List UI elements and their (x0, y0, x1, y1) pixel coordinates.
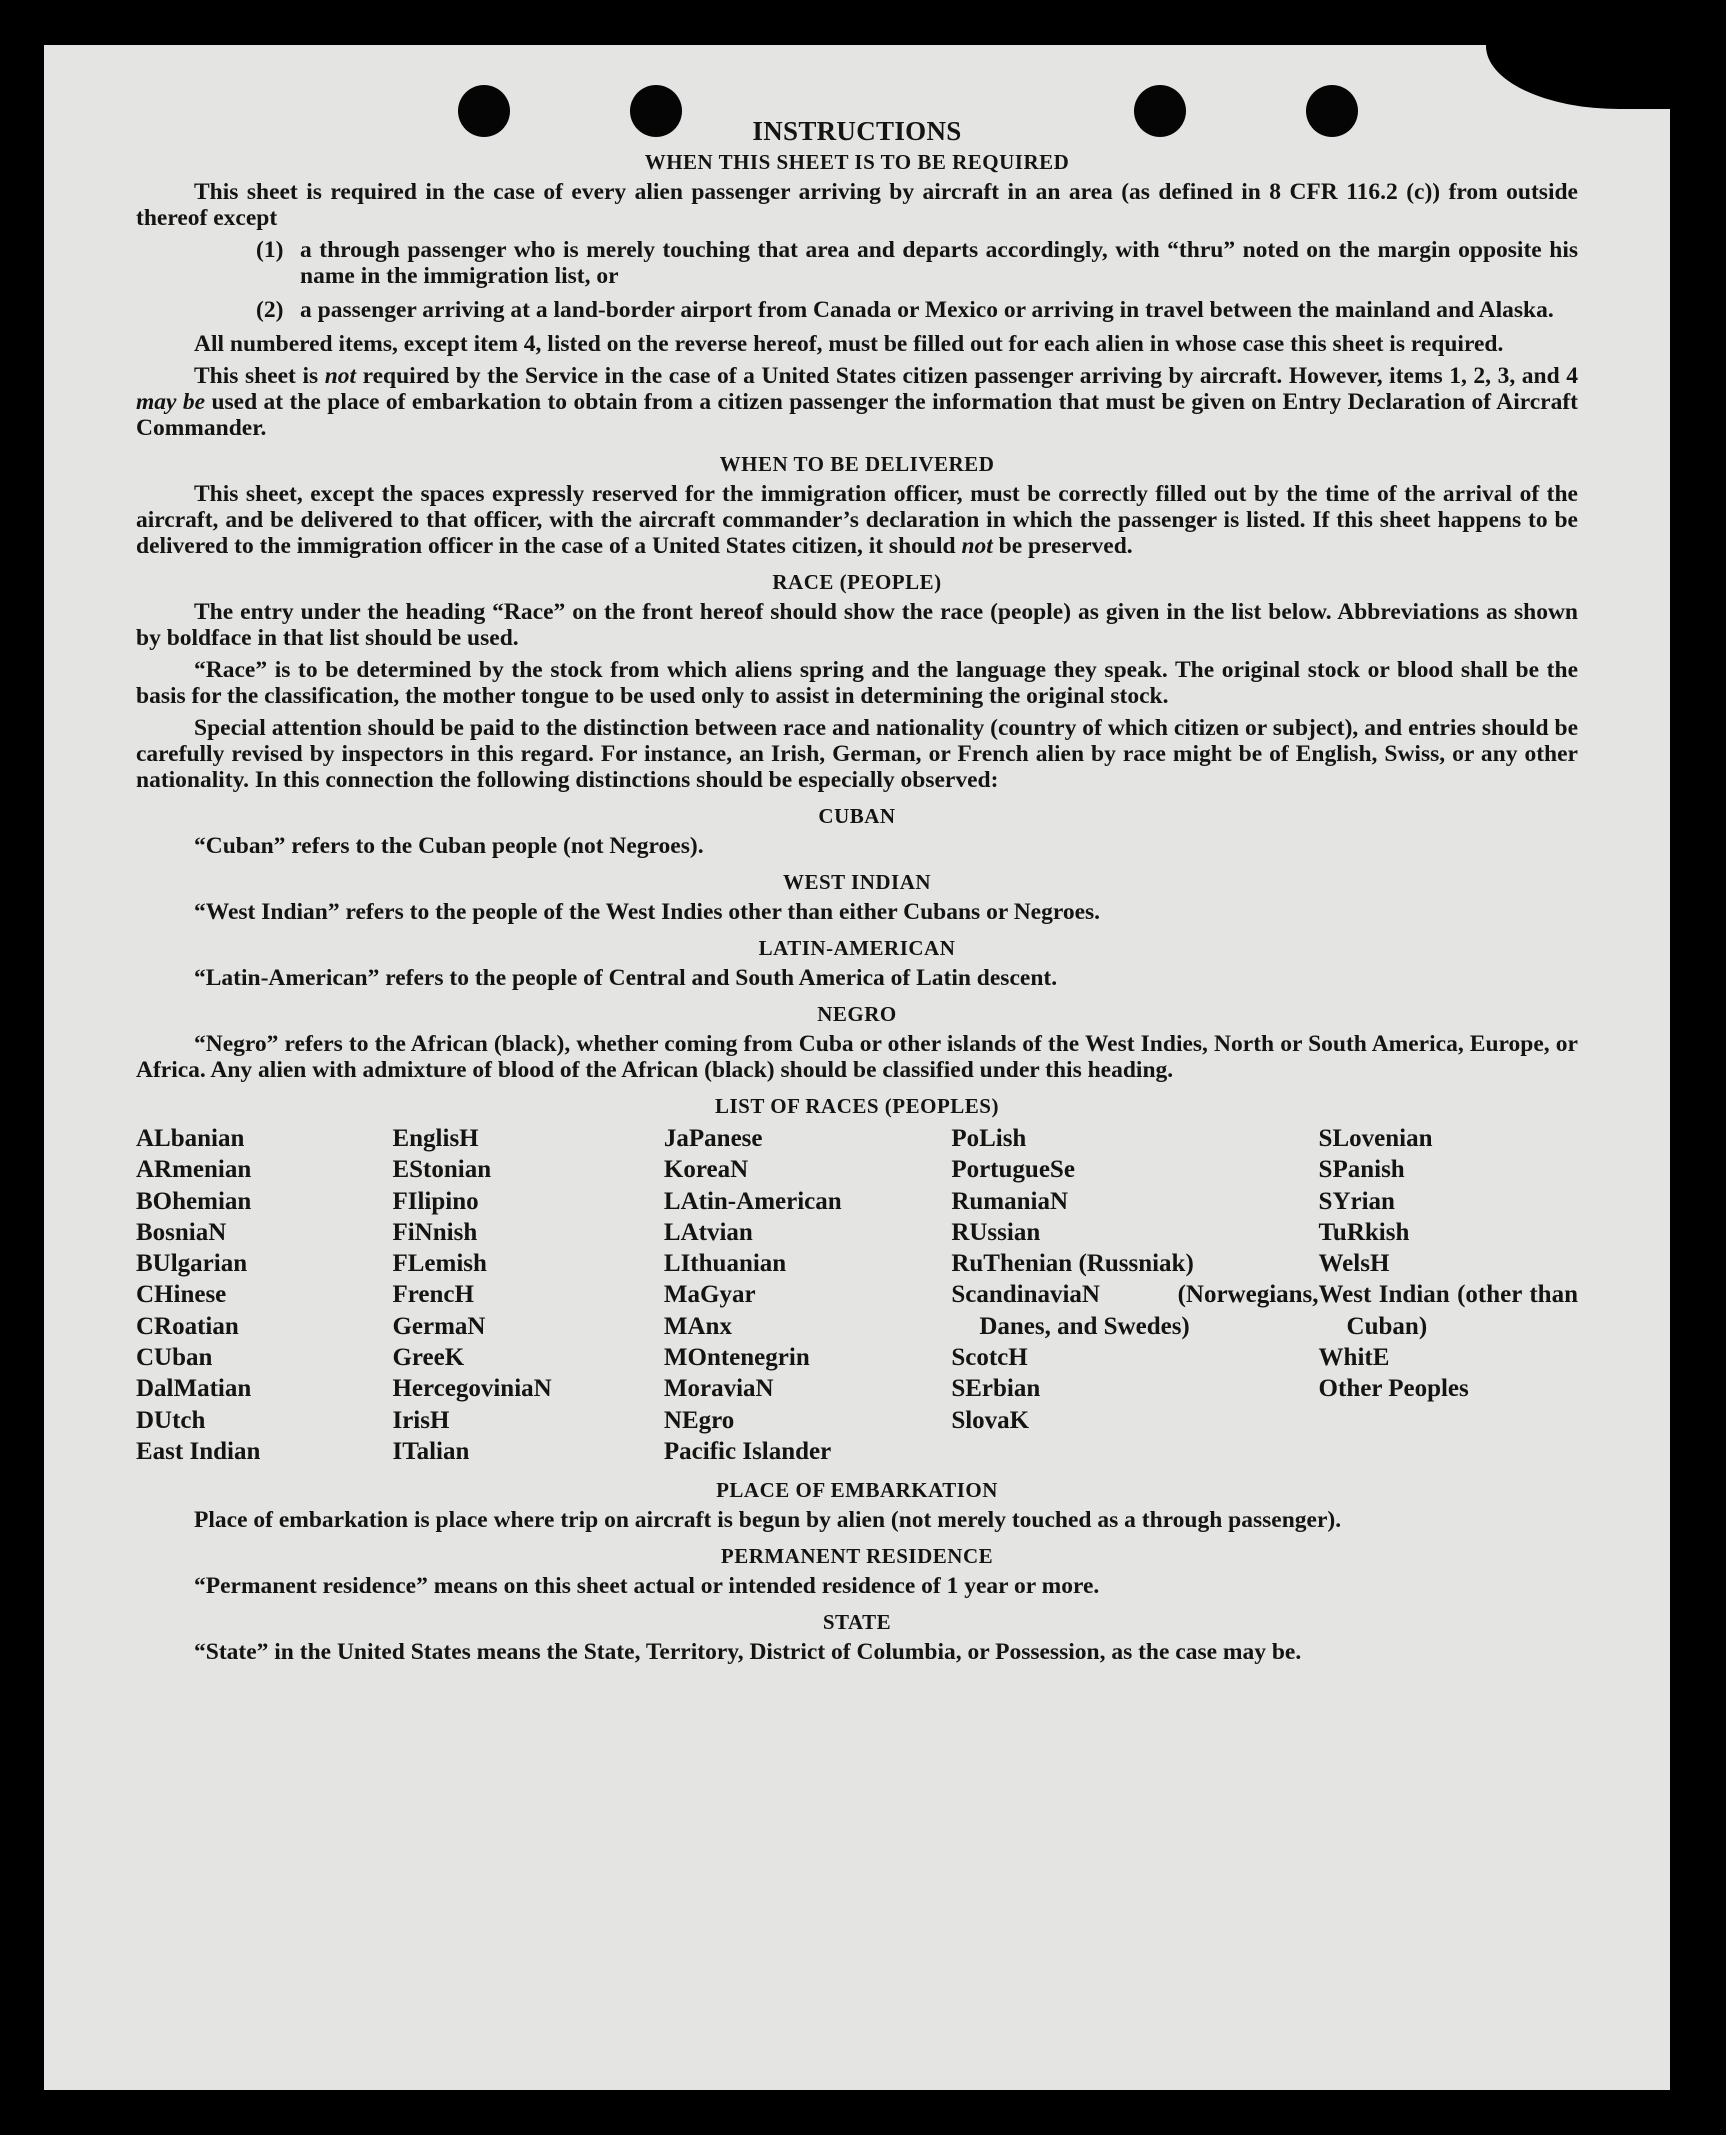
text-run: required by the Service in the case of a United States citizen passenger arriving by aircraft. However, items 1, 2, 3, and 4 (356, 363, 1579, 389)
races-column-2 (392, 1123, 663, 1467)
section-heading-delivered: WHEN TO BE DELIVERED (719, 452, 995, 476)
race-entry: TuRkish (1318, 1218, 1410, 1246)
race-entry: ARmenian (136, 1156, 252, 1184)
text-run: The entry under the heading “Race” on the front hereof should show the race (people) as given in the list below. Abbreviations as shown by (136, 599, 1578, 651)
document-sheet (44, 45, 1670, 2090)
race-entry: ALbanian (136, 1125, 245, 1152)
race-paragraph-1 (136, 599, 1578, 651)
race-entry: BOhemian (136, 1187, 252, 1215)
race-entry: RuThenian (Russniak) (951, 1250, 1194, 1278)
race-entry: GermaN (392, 1312, 486, 1340)
section-heading-when-required: WHEN THIS SHEET IS TO BE REQUIRED (644, 150, 1070, 174)
item-number: (1) (256, 237, 284, 263)
race-entry: LAtin-American (663, 1187, 842, 1215)
text-run: used at the place of embarkation to obtain from a citizen passenger the information that must be given on Entry Declaration of Aircraft Commander. (136, 389, 1578, 441)
emphasis-text: not (961, 533, 993, 559)
race-entry: FiNnish (392, 1218, 478, 1246)
permanent-residence-paragraph: “Permanent residence” means on this sheet actual or intended residence of 1 year or more. (194, 1573, 1100, 1600)
race-entry: SYrian (1318, 1187, 1395, 1215)
race-entry: Other Peoples (1318, 1375, 1469, 1403)
section-heading-list-of-races: LIST OF RACES (PEOPLES) (715, 1094, 999, 1118)
section-heading-state: STATE (822, 1610, 892, 1635)
race-entry: SlovaK (951, 1406, 1030, 1434)
race-entry: BUlgarian (136, 1250, 248, 1278)
race-entry: WhitE (1318, 1344, 1390, 1372)
race-entry: EnglisH (392, 1125, 479, 1152)
section-heading-negro: NEGRO (817, 1002, 897, 1026)
race-entry: DUtch (136, 1406, 206, 1434)
state-paragraph: “State” in the United States means the State, Territory, District of Columbia, or Possession, as the case may be. (194, 1639, 1302, 1666)
race-entry: MoraviaN (663, 1375, 774, 1403)
race-entry: CUban (136, 1344, 213, 1372)
race-entry: EStonian (392, 1156, 492, 1184)
race-entry: SPanish (1318, 1156, 1405, 1184)
item-text: a passenger arriving at a land-border airport from Canada or Mexico or arriving in travel between the mainland and Alaska. (300, 297, 1554, 323)
race-entry: PoLish (951, 1125, 1027, 1152)
section-heading-cuban: CUBAN (818, 804, 896, 828)
race-entry: MAnx (663, 1312, 732, 1340)
text-run: This sheet, except the spaces expressly reserved for the immigration officer, must be correctly filled out by the time of the arrival of the aircraft, and be delivered to that officer, with the aircraft commander’s declaration in which the passenger is listed. If this sheet happens to be delivered to the immigration officer in the case of a United States citizen, it should (136, 481, 1578, 559)
emphasis-text: may be (136, 389, 206, 415)
page-title: INSTRUCTIONS (752, 116, 962, 146)
race-entry: PortugueSe (951, 1156, 1075, 1184)
required-intro: This sheet is required in the case of every alien passenger arriving by aircraft in an area (as defined in 8 CFR 116.2 (c)) from outside thereof except (136, 179, 1578, 231)
race-entry: West Indian (other than Cuban) (1318, 1281, 1578, 1340)
race-paragraph-3: Special attention should be paid to the distinction between race and nationality (country of which citizen or subject), and entries should be carefully revised by inspectors in this regard. For instance, an Irish, German, or French alien by race might be of English, Swiss, or any other nationality. In this connection the following distinctions should be especially observed: (136, 715, 1578, 793)
embarkation-paragraph: Place of embarkation is place where trip on aircraft is begun by alien (not merely touched as a through passenger). (194, 1507, 1342, 1534)
races-column-4 (951, 1123, 1318, 1467)
race-entry: WelsH (1318, 1250, 1390, 1278)
races-column-5 (1319, 1123, 1578, 1467)
section-heading-west-indian: WEST INDIAN (782, 870, 932, 894)
instructions-content (136, 115, 1578, 1671)
race-entry: FrencH (392, 1281, 474, 1309)
exception-item-2 (136, 297, 1578, 323)
race-entry: RUssian (951, 1218, 1041, 1246)
text-run: in that list should be used. (251, 625, 519, 651)
emphasis-text: not (324, 363, 357, 389)
section-heading-embarkation: PLACE OF EMBARKATION (716, 1478, 998, 1503)
race-entry: ScotcH (951, 1344, 1028, 1372)
numbered-items-paragraph: All numbered items, except item 4, listed on the reverse hereof, must be filled out for each alien in whose case this sheet is required. (194, 331, 1504, 357)
boldface-text: boldface (166, 625, 252, 651)
race-entry: LAtvian (663, 1218, 753, 1246)
race-entry: KoreaN (663, 1156, 749, 1184)
section-heading-permanent-residence: PERMANENT RESIDENCE (720, 1544, 994, 1569)
race-entry: East Indian (136, 1437, 261, 1465)
race-entry: RumaniaN (951, 1187, 1068, 1215)
race-entry: MOntenegrin (663, 1344, 810, 1372)
torn-corner (1486, 39, 1676, 109)
negro-paragraph: “Negro” refers to the African (black), whether coming from Cuba or other islands of the West Indies, North or South America, Europe, or Africa. Any alien with admixture of blood of the African (black) should be classified under this heading. (136, 1031, 1578, 1083)
race-entry: CRoatian (136, 1312, 239, 1340)
race-entry: LIthuanian (663, 1250, 787, 1278)
race-entry: JaPanese (663, 1125, 763, 1152)
race-entry: BosniaN (136, 1218, 227, 1246)
race-entry: HercegoviniaN (392, 1375, 552, 1403)
exception-item-1 (136, 237, 1578, 289)
race-entry: Pacific Islander (663, 1437, 832, 1465)
race-entry: ITalian (392, 1437, 470, 1465)
race-entry: CHinese (136, 1281, 227, 1309)
not-required-paragraph (136, 363, 1578, 441)
section-heading-latin-american: LATIN-AMERICAN (758, 936, 956, 960)
race-entry: IrisH (392, 1406, 450, 1434)
race-entry: DalMatian (136, 1375, 252, 1403)
delivered-paragraph (136, 481, 1578, 559)
item-number: (2) (256, 297, 284, 323)
races-column-3 (664, 1123, 951, 1467)
race-entry: FLemish (392, 1250, 487, 1278)
races-list (136, 1123, 1578, 1467)
race-entry: SErbian (951, 1375, 1041, 1403)
race-entry: ScandinaviaN (Norwegians, Danes, and Swedes) (951, 1281, 1319, 1340)
race-entry: GreeK (392, 1344, 465, 1372)
cuban-paragraph: “Cuban” refers to the Cuban people (not Negroes). (194, 833, 704, 859)
race-entry: MaGyar (663, 1281, 756, 1309)
race-entry: FIlipino (392, 1187, 479, 1215)
item-text: a through passenger who is merely touching that area and departs accordingly, with “thru” noted on the margin opposite his name in the immigration list, or (300, 237, 1578, 289)
west-indian-paragraph: “West Indian” refers to the people of the West Indies other than either Cubans or Negroes. (194, 899, 1101, 925)
races-column-1 (136, 1123, 392, 1467)
text-run: be preserved. (992, 533, 1133, 559)
text-run: This sheet is (194, 363, 325, 389)
section-heading-race: RACE (PEOPLE) (772, 570, 942, 594)
race-entry: SLovenian (1318, 1125, 1433, 1152)
latin-american-paragraph: “Latin-American” refers to the people of Central and South America of Latin descent. (194, 965, 1058, 991)
race-paragraph-2: “Race” is to be determined by the stock from which aliens spring and the language they speak. The original stock or blood shall be the basis for the classification, the mother tongue to be used only to assist in determining the original stock. (136, 657, 1578, 709)
race-entry: NEgro (663, 1406, 735, 1434)
